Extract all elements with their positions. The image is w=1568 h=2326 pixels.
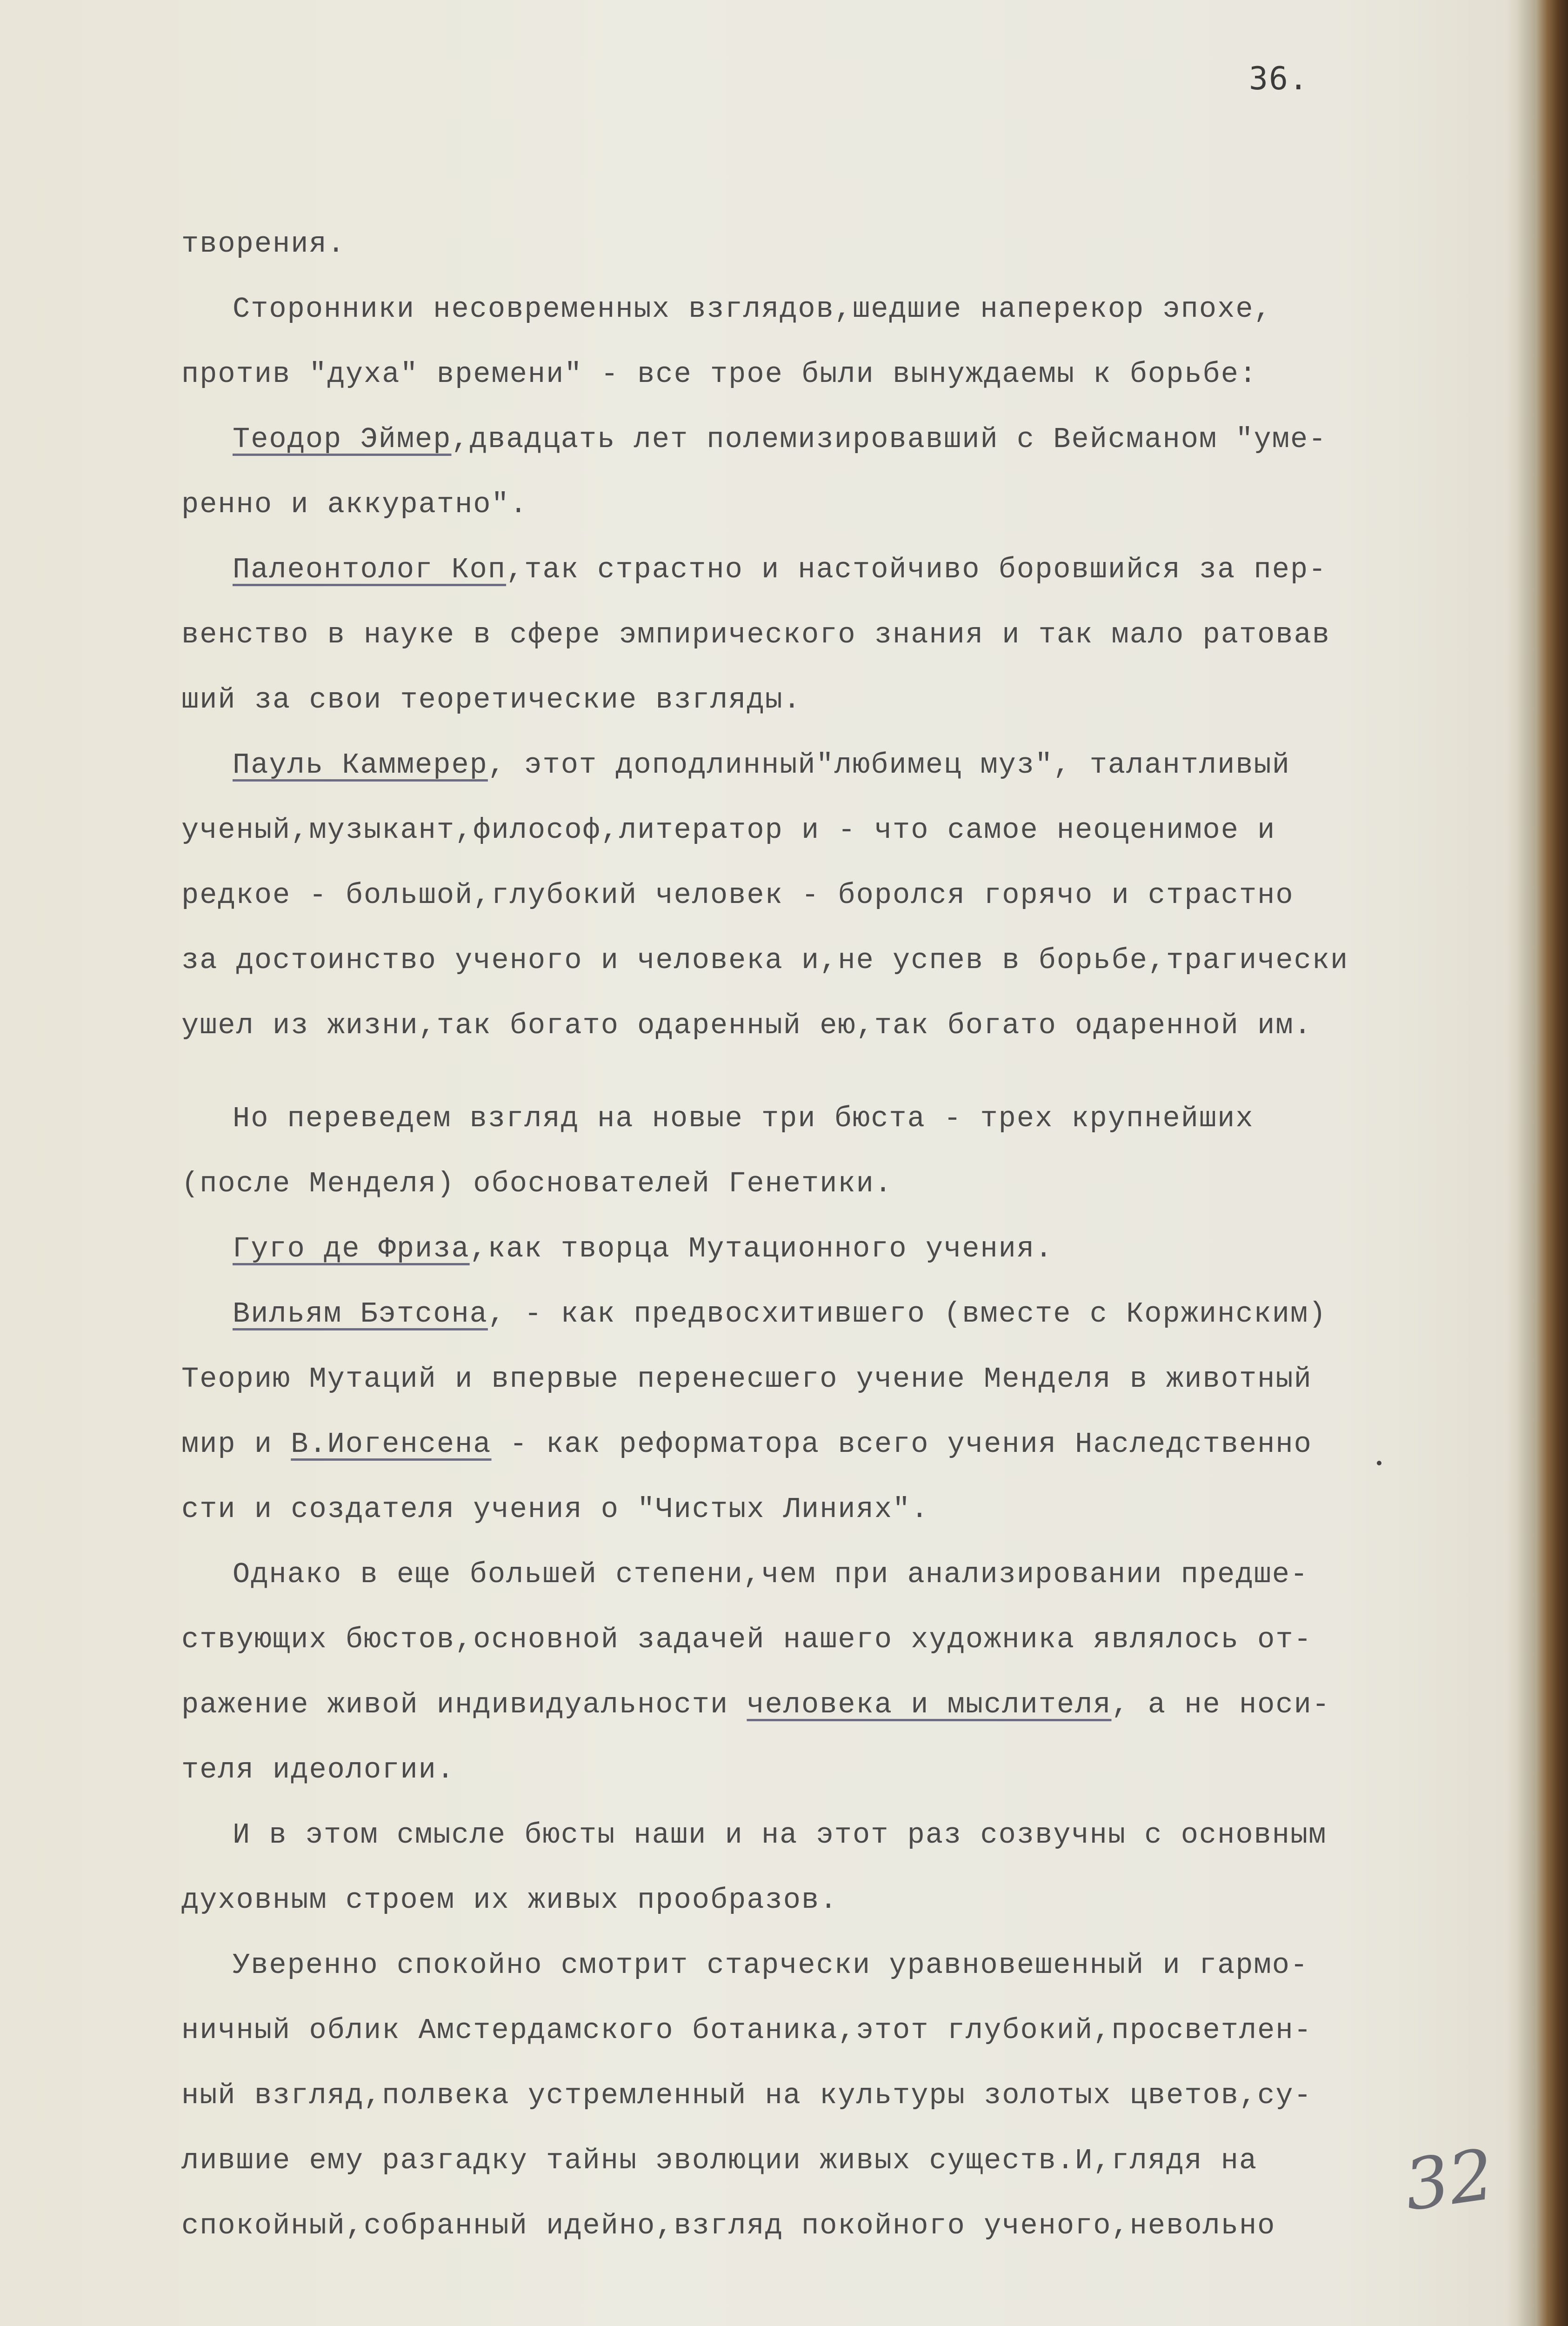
underlined-name: Пауль Каммерер — [233, 749, 488, 782]
underlined-name: Гуго де Фриза — [233, 1232, 470, 1265]
text-line — [181, 1672, 1521, 1738]
text-segment: - как реформатора всего учения Наследственно — [491, 1428, 1312, 1461]
text-line: ренно и аккуратно". — [181, 488, 528, 521]
text-line: ший за свои теоретические взгляды. — [181, 683, 802, 716]
text-line: Однако в еще большей степени,чем при анализировании предше- — [233, 1558, 1309, 1591]
text-line — [181, 1216, 1521, 1282]
text-line: творения. — [181, 227, 346, 261]
text-line: духовным строем их живых прообразов. — [181, 1884, 838, 1917]
text-line: Сторонники несовременных взглядов,шедшие наперекор эпохе, — [233, 293, 1272, 326]
text-segment: ,двадцать лет полемизировавший с Вейсманом "уме- — [451, 423, 1327, 456]
archive-folio-number: 32 — [1399, 2134, 1499, 2227]
text-line: ничный облик Амстердамского ботаника,этот глубокий,просветлен- — [181, 2014, 1312, 2047]
text-line: за достоинство ученого и человека и,не успев в борьбе,трагически — [181, 944, 1349, 977]
text-segment: ,так страстно и настойчиво боровшийся за пер- — [506, 553, 1327, 586]
text-line — [181, 407, 1521, 472]
underlined-name: человека и мыслителя — [747, 1688, 1112, 1721]
ink-speck — [1377, 1461, 1381, 1465]
text-line — [181, 733, 1521, 798]
text-segment: мир и — [181, 1428, 291, 1461]
text-segment: ражение живой индивидуальности — [181, 1688, 747, 1721]
text-line: Теорию Мутаций и впервые перенесшего учение Менделя в животный — [181, 1363, 1312, 1396]
text-line: Но переведем взгляд на новые три бюста - трех крупнейших — [233, 1102, 1254, 1135]
text-line: ушел из жизни,так богато одаренный ею,так богато одаренной им. — [181, 1009, 1312, 1042]
text-line: Уверенно спокойно смотрит старчески уравновешенный и гармо- — [233, 1949, 1309, 1982]
text-line — [181, 537, 1521, 602]
text-segment: , этот доподлинный"любимец муз", талантливый — [487, 749, 1290, 782]
text-line: (после Менделя) обоснователей Генетики. — [181, 1167, 893, 1200]
underlined-name: В.Иогенсена — [291, 1428, 492, 1461]
page-number: 36. — [1249, 60, 1309, 97]
text-line: венство в науке в сфере эмпирического знания и так мало ратовав — [181, 618, 1330, 651]
binder-edge — [1535, 0, 1568, 2326]
text-line: ный взгляд,полвека устремленный на культуры золотых цветов,су- — [181, 2079, 1312, 2112]
text-segment: , - как предвосхитившего (вместе с Коржинским) — [487, 1297, 1327, 1330]
text-line: сти и создателя учения о "Чистых Линиях". — [181, 1493, 929, 1526]
text-line — [181, 1282, 1521, 1347]
text-line: И в этом смысле бюсты наши и на этот раз созвучны с основным — [233, 1818, 1327, 1851]
text-line: ученый,музыкант,философ,литератор и - что самое неоценимое и — [181, 814, 1276, 847]
text-line: против "духа" времени" - все трое были вынуждаемы к борьбе: — [181, 358, 1258, 391]
typed-text-body — [181, 212, 1521, 2259]
text-line: спокойный,собранный идейно,взгляд покойного ученого,невольно — [181, 2209, 1276, 2242]
underlined-name: Палеонтолог Коп — [233, 553, 507, 586]
text-line — [181, 1412, 1521, 1477]
text-line: лившие ему разгадку тайны эволюции живых существ.И,глядя на — [181, 2144, 1258, 2177]
text-segment: , а не носи- — [1111, 1688, 1330, 1721]
text-line: редкое - большой,глубокий человек - боролся горячо и страстно — [181, 879, 1294, 912]
text-segment: ,как творца Мутационного учения. — [469, 1232, 1054, 1265]
underlined-name: Вильям Бэтсона — [233, 1297, 488, 1330]
underlined-name: Теодор Эймер — [233, 423, 452, 456]
text-line: ствующих бюстов,основной задачей нашего художника являлось от- — [181, 1623, 1312, 1656]
text-line: теля идеологии. — [181, 1753, 455, 1786]
